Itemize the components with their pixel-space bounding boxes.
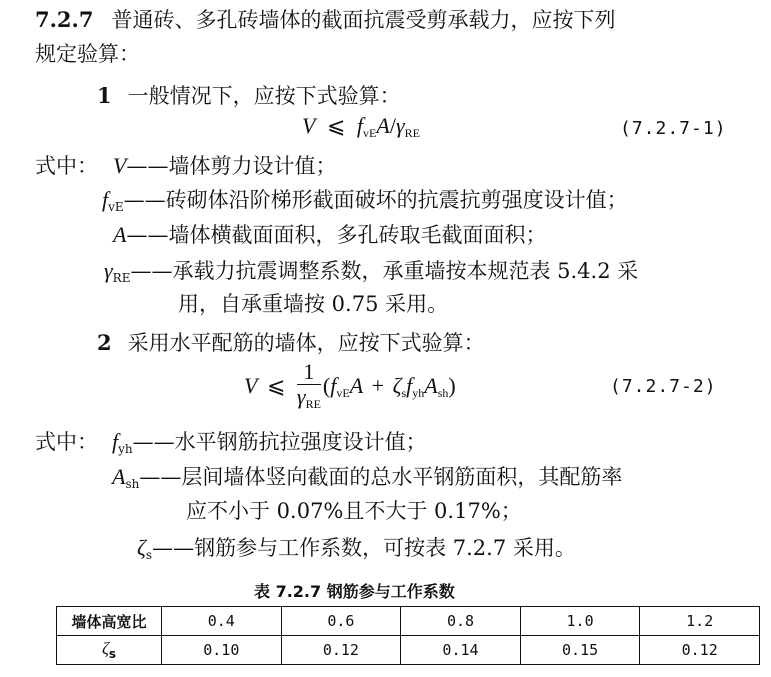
- def-ash-sub: sh: [125, 477, 140, 491]
- formula-2-lhs: V: [244, 373, 258, 399]
- formula-1-slash: /: [389, 113, 396, 138]
- eq-number-1: (7.2.7-1): [620, 118, 727, 139]
- row-head-zeta-symbol: ζ: [101, 639, 109, 658]
- def-v-text: ——墙体剪力设计值；: [126, 154, 337, 178]
- formula-2-rparen: ): [448, 373, 456, 399]
- formula-2-zeta: ζ: [392, 373, 402, 399]
- ratio-cell: 0.8: [401, 607, 521, 636]
- formula-1-lhs: V: [302, 113, 316, 138]
- def-fve: [102, 184, 628, 214]
- table-caption: 表 7.2.7 钢筋参与工作系数: [254, 582, 455, 601]
- def-a: [113, 219, 546, 249]
- formula-7-2-7-1: [302, 113, 420, 141]
- formula-2-a2-sub: sh: [437, 386, 449, 401]
- def-zeta: [137, 532, 576, 562]
- where-2-label: 式中：: [35, 430, 98, 454]
- item-2-text: 采用水平配筋的墙体，应按下式验算：: [127, 331, 485, 355]
- formula-2-numerator: 1: [297, 360, 321, 385]
- def-gamma-symbol: γ: [104, 258, 113, 283]
- row-head-zeta-sub: s: [108, 647, 117, 661]
- formula-2-f2-sub: yh: [412, 386, 425, 401]
- item-2-number: 2: [97, 330, 112, 355]
- formula-2-a2: A: [424, 373, 438, 399]
- coefficient-table: [56, 606, 760, 665]
- formula-2-f2: f: [406, 373, 413, 399]
- formula-1-gamma: γ: [395, 113, 405, 138]
- ratio-cell: 0.6: [281, 607, 401, 636]
- formula-1-gamma-sub: RE: [404, 126, 420, 140]
- coef-cell: 0.12: [281, 636, 401, 665]
- coef-cell: 0.10: [162, 636, 282, 665]
- coef-cell: 0.14: [401, 636, 521, 665]
- formula-2-denominator: γ: [296, 384, 306, 409]
- formula-2-f1: f: [330, 373, 337, 399]
- formula-7-2-7-2: [244, 360, 456, 416]
- def-fyh-symbol: f: [112, 429, 119, 454]
- table-row-zeta: [57, 636, 760, 665]
- def-fyh: [112, 426, 427, 456]
- def-gamma-re: [104, 255, 638, 285]
- def-ash-cont: 应不小于 0.07%且不大于 0.17%；: [186, 499, 522, 523]
- ratio-cell: 1.0: [520, 607, 640, 636]
- def-fyh-text: ——水平钢筋抗拉强度设计值；: [132, 430, 427, 454]
- item-1-text: 一般情况下，应按下式验算：: [127, 84, 401, 108]
- def-ash: [112, 461, 622, 491]
- clause-title-line1: 普通砖、多孔砖墙体的截面抗震受剪承载力，应按下列: [111, 8, 616, 32]
- def-a-text: ——墙体横截面面积，多孔砖取毛截面面积；: [126, 223, 547, 247]
- def-zeta-symbol: ζ: [137, 535, 146, 560]
- formula-2-fraction: [297, 360, 321, 416]
- where-1-label: 式中：: [35, 154, 98, 178]
- def-a-symbol: A: [113, 222, 127, 247]
- item-1-number: 1: [97, 83, 112, 108]
- def-fve-sub: vE: [108, 200, 124, 214]
- clause-heading: [35, 4, 615, 34]
- def-zeta-sub: s: [145, 548, 153, 562]
- formula-2-denominator-sub: RE: [305, 397, 321, 411]
- def-v-symbol: V: [113, 153, 127, 178]
- clause-title-line2: 规定验算：: [35, 42, 140, 66]
- def-v: [113, 150, 336, 180]
- def-gamma-text: ——承载力抗震调整系数，承重墙按本规范表 5.4.2 采: [130, 259, 639, 283]
- formula-2-a: A: [349, 373, 364, 399]
- formula-2-plus: +: [371, 373, 385, 399]
- formula-2-f1-sub: vE: [336, 386, 350, 401]
- formula-2-op: ⩽: [266, 373, 286, 399]
- formula-2-zeta-sub: s: [401, 386, 407, 401]
- item-2: [97, 327, 485, 357]
- def-fve-text: ——砖砌体沿阶梯形截面破坏的抗震抗剪强度设计值；: [123, 188, 628, 212]
- def-gamma-cont: 用，自承重墙按 0.75 采用。: [178, 292, 449, 316]
- eq-number-2: (7.2.7-2): [610, 376, 717, 397]
- def-fyh-sub: yh: [118, 442, 133, 456]
- def-fve-symbol: f: [102, 187, 109, 212]
- clause-number: 7.2.7: [35, 7, 94, 32]
- formula-1-f: f: [356, 113, 364, 138]
- def-gamma-sub: RE: [112, 271, 131, 285]
- def-ash-text: ——层间墙体竖向截面的总水平钢筋面积，其配筋率: [139, 465, 623, 489]
- item-1: [97, 80, 401, 110]
- row-head-aspect-ratio: 墙体高宽比: [57, 607, 162, 636]
- formula-1-op: ⩽: [326, 113, 346, 138]
- row-head-zeta: [57, 636, 162, 665]
- coef-cell: 0.12: [640, 636, 760, 665]
- def-ash-symbol: A: [112, 464, 126, 489]
- coef-cell: 0.15: [520, 636, 640, 665]
- ratio-cell: 1.2: [640, 607, 760, 636]
- table-row-aspect-ratio: [57, 607, 760, 636]
- def-zeta-text: ——钢筋参与工作系数，可按表 7.2.7 采用。: [152, 536, 576, 560]
- ratio-cell: 0.4: [162, 607, 282, 636]
- formula-1-a: A: [376, 113, 390, 138]
- formula-1-f-sub: vE: [363, 126, 377, 140]
- formula-2-lparen: (: [322, 373, 331, 399]
